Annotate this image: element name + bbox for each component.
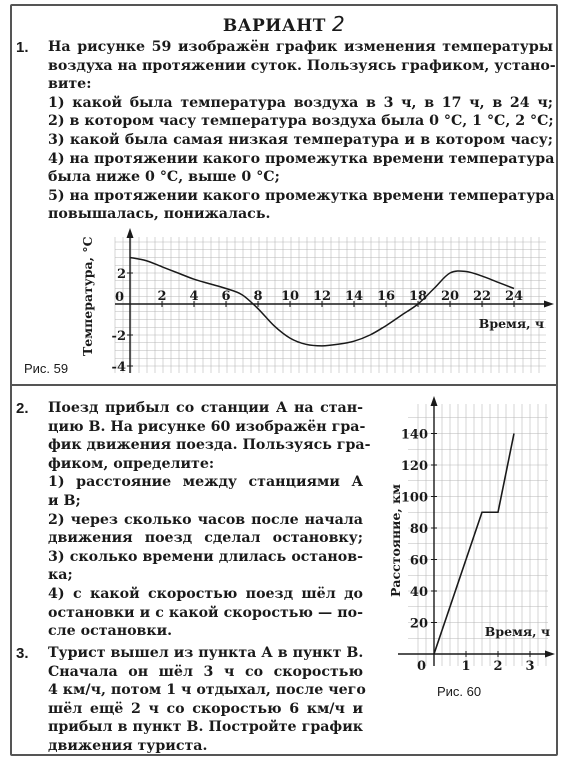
y-axis-arrow bbox=[431, 396, 438, 406]
task2-line: сле остановки. bbox=[48, 623, 173, 640]
task2-line: и В; bbox=[48, 492, 81, 509]
task-2-text bbox=[48, 399, 371, 641]
y-tick-label: 60 bbox=[409, 553, 428, 569]
distance-chart bbox=[378, 392, 558, 682]
task2-line: остановки и с какой скоростью — по- bbox=[48, 604, 363, 621]
task2-line: движения поезд сделал остановку; bbox=[48, 530, 363, 547]
x-axis-title: Время, ч bbox=[484, 624, 550, 639]
x-tick-label: 22 bbox=[472, 289, 492, 304]
task1-line: вите: bbox=[48, 76, 92, 93]
origin-label: 0 bbox=[114, 290, 124, 305]
task-1-text bbox=[48, 38, 556, 224]
y-tick-label: -2 bbox=[111, 329, 126, 344]
x-tick-label: 14 bbox=[344, 289, 364, 304]
x-tick-label: 8 bbox=[253, 289, 263, 304]
task3-line: прибыл в пункт В. Постройте график bbox=[48, 719, 363, 736]
task2-line: фик движения поезда. Пользуясь гра- bbox=[48, 437, 371, 454]
temperature-chart bbox=[0, 228, 568, 378]
x-tick-label: 6 bbox=[221, 289, 231, 304]
x-tick-label: 12 bbox=[312, 289, 332, 304]
task1-line: 2) в котором часу температура воздуха была 0 °С, 1 °С, 2 °С; bbox=[48, 113, 554, 130]
variant-number: 2 bbox=[331, 12, 346, 36]
task2-line: цию В. На рисунке 60 изображён гра- bbox=[48, 418, 366, 435]
y-tick-label: -4 bbox=[111, 360, 126, 375]
task1-line: 5) на протяжении какого промежутка времени температура bbox=[48, 187, 555, 204]
y-tick-label: 40 bbox=[409, 585, 428, 600]
task1-line: 3) какой была самая низкая температура и в котором часу; bbox=[48, 131, 553, 148]
y-tick-label: 120 bbox=[400, 459, 428, 474]
task1-line: была ниже 0 °С, выше 0 °С; bbox=[48, 169, 280, 186]
task2-line: 2) через сколько часов после начала bbox=[48, 511, 363, 528]
x-tick-label: 2 bbox=[493, 659, 503, 674]
x-tick-label: 2 bbox=[157, 289, 167, 304]
x-tick-label: 16 bbox=[376, 289, 396, 304]
task2-line: 1) расстояние между станциями А bbox=[48, 474, 363, 491]
task2-line: ка; bbox=[48, 567, 73, 584]
task1-line: 4) на протяжении какого промежутка времени температура bbox=[48, 150, 555, 167]
y-tick-label: 2 bbox=[116, 267, 126, 282]
variant-heading: ВАРИАНТ bbox=[222, 16, 326, 36]
x-tick-label: 3 bbox=[525, 659, 535, 674]
task3-line: Сначала он шёл 3 ч со скоростью bbox=[48, 663, 363, 680]
task3-line: шёл ещё 2 ч со скоростью 6 км/ч и bbox=[48, 700, 363, 717]
x-tick-label: 1 bbox=[461, 659, 471, 674]
task2-line: 3) сколько времени длилась останов- bbox=[48, 548, 363, 565]
x-tick-label: 18 bbox=[408, 289, 428, 304]
y-tick-label: 20 bbox=[409, 616, 428, 632]
y-tick-label: 100 bbox=[400, 490, 428, 506]
task2-line: 4) с какой скоростью поезд шёл до bbox=[48, 585, 363, 602]
figure-60-caption: Рис. 60 bbox=[437, 684, 482, 699]
task1-line: 1) какой была температура воздуха в 3 ч, в 17 ч, в 24 ч; bbox=[48, 94, 553, 111]
task-3-number: 3. bbox=[16, 645, 29, 662]
task2-line: Поезд прибыл со станции А на стан- bbox=[48, 400, 363, 416]
task3-line: 4 км/ч, потом 1 ч отдыхал, после чего bbox=[48, 682, 366, 699]
x-axis-arrow bbox=[544, 301, 554, 308]
task1-line: воздуха на протяжении суток. Пользуясь графиком, устано- bbox=[48, 57, 556, 74]
y-axis-arrow bbox=[127, 228, 134, 238]
task2-line: фиком, определите: bbox=[48, 455, 215, 472]
section-divider bbox=[10, 384, 558, 386]
y-axis-title: Температура, °С bbox=[80, 236, 95, 356]
task1-line: повышалась, понижалась. bbox=[48, 206, 271, 223]
origin-label: 0 bbox=[416, 659, 426, 674]
page-title bbox=[0, 12, 568, 36]
x-tick-label: 4 bbox=[189, 289, 199, 304]
x-axis-title: Время, ч bbox=[478, 316, 544, 331]
task3-line: движения туриста. bbox=[48, 737, 208, 754]
y-tick-label: 140 bbox=[400, 427, 428, 443]
x-tick-label: 20 bbox=[440, 289, 460, 304]
task-3-text bbox=[48, 644, 366, 756]
x-tick-label: 24 bbox=[504, 289, 524, 304]
x-tick-label: 10 bbox=[280, 289, 300, 304]
task-1-number: 1. bbox=[16, 39, 29, 56]
task-2-number: 2. bbox=[16, 400, 29, 417]
figure-59-caption: Рис. 59 bbox=[24, 361, 69, 376]
y-axis-title: Расстояние, км bbox=[388, 483, 403, 597]
x-axis-arrow bbox=[545, 651, 555, 658]
task3-line: Турист вышел из пункта А в пункт В. bbox=[48, 645, 364, 661]
task1-line: На рисунке 59 изображён график изменения температуры bbox=[48, 39, 553, 55]
y-tick-label: 80 bbox=[409, 522, 428, 537]
